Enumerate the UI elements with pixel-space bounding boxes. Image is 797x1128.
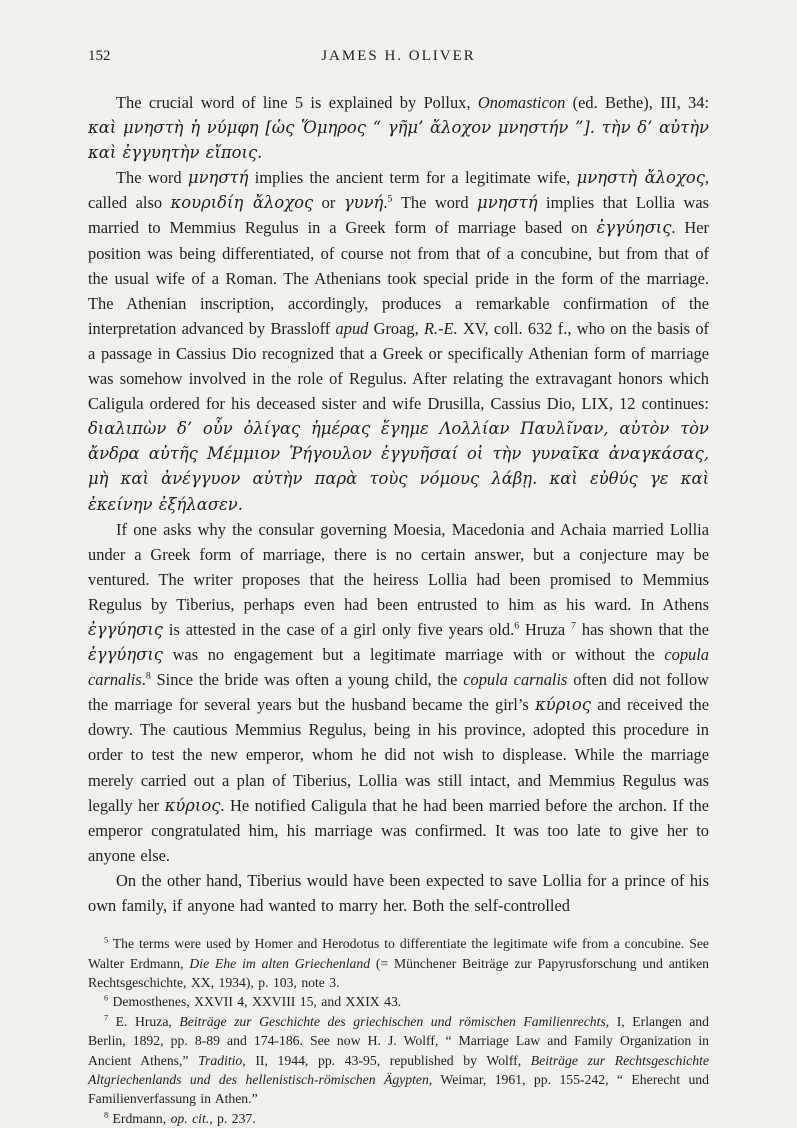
paragraph: [88, 165, 709, 516]
text-run: . He notified Caligula that he had been married before the archon. If the emperor congratulated him, his marriage was confirmed. It was too late to give her to anyone else.: [88, 795, 709, 865]
article-body: [88, 90, 709, 918]
text-run: Beiträge zur Geschichte des griechischen und römischen Familienrechts: [179, 1013, 606, 1029]
text-run: The word: [392, 193, 478, 213]
footnote: [88, 934, 709, 992]
text-run: , p. 237.: [209, 1110, 256, 1126]
greek-text-run: κύριος: [535, 695, 591, 715]
text-run: The terms were used by Homer and Herodotus to differentiate the legitimate wife from a concubine. See Walter Erdmann,: [88, 936, 709, 971]
text-run: If one asks why the consular governing Moesia, Macedonia and Achaia married Lollia under a Greek form of marriage, there is no certain answer, but a conjecture may be ventured. The writer proposes that the heiress Lollia had been promised to Memmius Regulus by Tiberius, perhaps even had been entrusted to him as his ward. In Athens: [88, 519, 709, 614]
greek-text-run: ἐγγύησις: [88, 619, 163, 639]
greek-text-run: μνηστή: [187, 168, 249, 188]
text-run: The crucial word of line 5 is explained by Pollux,: [116, 93, 478, 112]
greek-text-run: κουριδίη ἄλοχος: [170, 193, 314, 213]
footnote-marker: 8: [104, 1110, 109, 1120]
footnote-marker: 6: [514, 620, 520, 632]
greek-text-run: καὶ μνηστὴ ἡ νύμφη [ὡς Ὅμηρος “ γῆμ’ ἄλοχον μνηστήν ”]. τὴν δ’ αὐτὴν καὶ ἐγγυητὴν εἴποις.: [88, 118, 709, 163]
text-run: XV, coll. 632 f., who on the basis of a passage in Cassius Dio recognized that a Greek or specifically Athenian form of marriage was somehow involved in the role of Regulus. After relating the extravagant honors which Caligula ordered for his deceased sister and wife Drusilla, Cassius Dio, LIX, 12 continues:: [88, 318, 709, 414]
footnote-marker: 5: [104, 935, 109, 945]
footnote: [88, 1012, 709, 1109]
text-run: On the other hand, Tiberius would have been expected to save Lollia for a prince of his own family, if anyone had wanted to marry her. Both the self-controlled: [88, 870, 709, 915]
footnote-marker: 6: [104, 993, 109, 1003]
footnotes-section: [88, 934, 709, 1128]
footnote-marker: 7: [571, 620, 576, 632]
text-run: copula carnalis: [463, 670, 568, 690]
text-run: The word: [116, 168, 188, 188]
text-run: Demosthenes, XXVII 4, XXVIII 15, and XXIX 43.: [108, 994, 402, 1010]
greek-text-run: μνηστὴ ἄλοχος: [576, 168, 705, 188]
text-run: Weimar, 1961, pp. 155-242, “ Eherecht und Familienverfassung in Athen.”: [88, 1071, 709, 1107]
text-run: is attested in the case of a girl only five years old.: [162, 619, 515, 639]
greek-text-run: διαλιπὼν δ’ οὖν ὀλίγας ἡμέρας ἔγημε Λολλίαν Παυλῖναν, αὐτὸν τὸν ἄνδρα αὐτῆς Μέμμιον Ῥήγουλον ἐγγυῆσαί οἱ τὴν γυναῖκα ἀναγκάσας, μὴ καὶ ἀνέγγυον αὐτὴν παρὰ τοὺς νόμους λάβῃ. καὶ εὐθύς γε καὶ ἐκείνην ἐξήλασεν.: [88, 419, 709, 514]
text-run: , I, Erlangen and Berlin, 1892, pp. 8-89 and 174-186. See now H. J. Wolff, “ Marriage Law and Family Organization in Ancient Athens,”: [88, 1013, 709, 1068]
greek-text-run: κύριος: [164, 795, 221, 815]
text-run: Groag,: [368, 318, 424, 338]
text-run: and received the dowry. The cautious Memmius Regulus, being in his province, adopted this procedure in order to test the new emperor, whom he did not wish to displease. While the marriage merely carried out a plan of Tiberius, Lollia was still intact, and Memmius Regulus was legally her: [88, 695, 709, 815]
text-run: (= Münchener Beiträge zur Papyrusforschung und antiken Rechtsgeschichte, XX, 1934), p. 103, note 3.: [88, 955, 709, 990]
paragraph: [88, 90, 709, 165]
footnote: [88, 992, 709, 1011]
text-run: Traditio: [198, 1052, 243, 1068]
text-run: Since the bride was often a young child, the: [150, 670, 464, 690]
text-run: .: [141, 670, 146, 690]
text-run: E. Hruza,: [108, 1013, 180, 1029]
text-run: has shown that the: [575, 619, 709, 639]
text-run: was no engagement but a legitimate marriage with or without the: [162, 645, 665, 665]
paragraph: [88, 868, 709, 918]
footnote: [88, 1109, 709, 1128]
greek-text-run: γυνή: [343, 193, 384, 213]
text-run: copula carnalis: [88, 645, 709, 690]
page-number: 152: [88, 48, 111, 64]
greek-text-run: ἐγγύησις: [88, 645, 163, 665]
text-run: , II, 1944, pp. 43-95, republished by Wolff,: [242, 1052, 531, 1068]
footnote-marker: 5: [387, 193, 393, 205]
greek-text-run: ἐγγύησις: [596, 218, 672, 238]
footnote-marker: 7: [104, 1013, 109, 1023]
text-run: Erdmann,: [108, 1110, 171, 1126]
greek-text-run: μνηστή: [477, 193, 538, 213]
text-run: op. cit.: [170, 1110, 210, 1126]
text-run: implies that Lollia was married to Memmius Regulus in a Greek form of marriage based on: [88, 193, 709, 238]
text-run: often did not follow the marriage for several years but the husband became the girl’s: [88, 670, 709, 715]
text-run: Onomasticon: [477, 93, 566, 112]
text-run: or: [313, 193, 344, 213]
text-run: Die Ehe im alten Griechenland: [189, 955, 371, 971]
running-header-author: JAMES H. OLIVER: [321, 48, 476, 64]
text-run: (ed. Bethe), III, 34:: [565, 93, 710, 112]
text-run: R.-E.: [423, 318, 458, 338]
footnote-marker: 8: [145, 670, 151, 682]
text-run: Hruza: [519, 619, 572, 639]
text-run: , called also: [88, 168, 710, 213]
text-run: implies the ancient term for a legitimate wife,: [248, 168, 577, 188]
paragraph: [88, 517, 709, 868]
text-run: apud: [335, 318, 369, 338]
running-header: [88, 48, 709, 68]
text-run: . Her position was being differentiated, of course not from that of a concubine, but from that of the usual wife of a Roman. The Athenians took special pride in the form of the marriage. The Athenian inscription, accordingly, produces a remarkable confirmation of the interpretation advanced by Brassloff: [88, 218, 709, 338]
text-run: Beiträge zur Rechtsgeschichte Altgriechenlands und des hellenistisch-römischen Ägypten,: [88, 1052, 709, 1087]
text-run: .: [383, 193, 388, 213]
